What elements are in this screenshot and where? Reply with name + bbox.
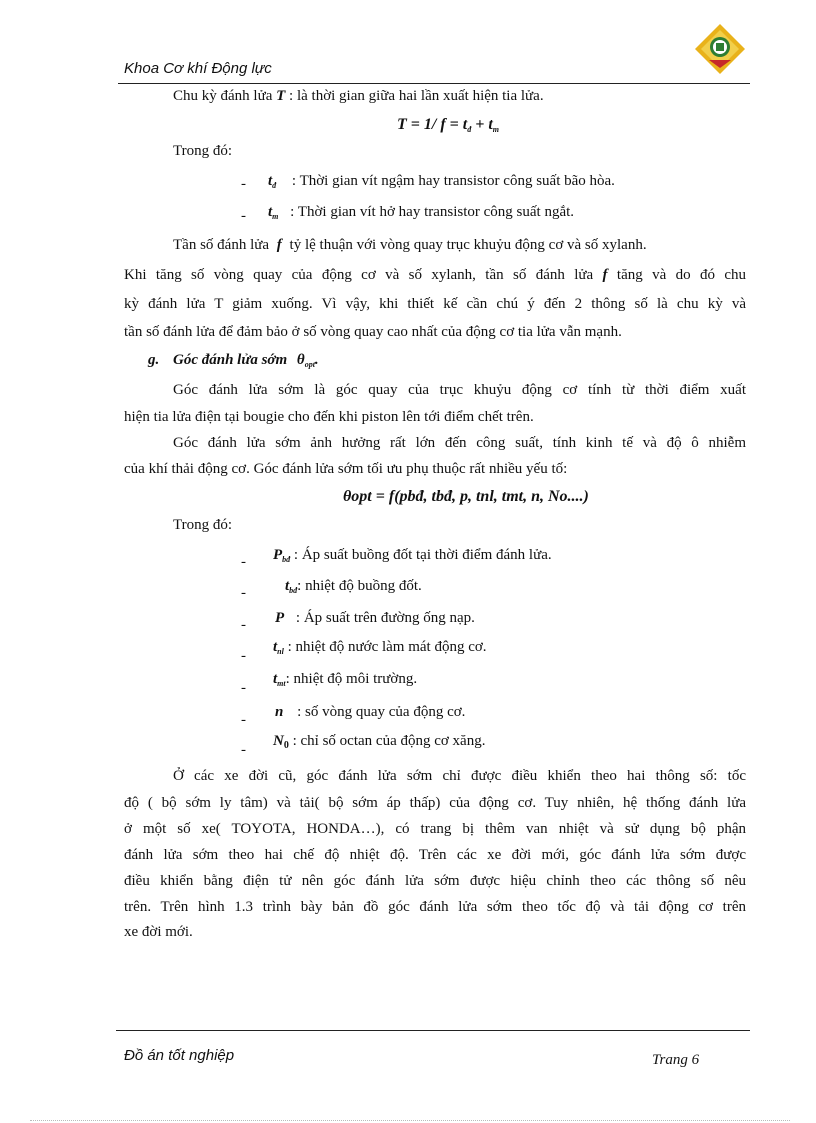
page-number: Trang 6 (652, 1052, 700, 1068)
header-title: Khoa Cơ khí Động lực (124, 60, 272, 77)
def-t-bd: $t_{bđ}$: nhiệt độ buồng đốt. (285, 578, 422, 595)
list-bullet: - (241, 585, 246, 601)
para4-line5: điều khiển bằng điện tử nên góc đánh lửa sớm được hiệu chỉnh theo các thông số nêu (124, 873, 746, 889)
para2-line2: hiện tia lửa điện tại bougie cho đến khi piston lên tới điểm chết trên. (124, 409, 534, 425)
def-t-m: $t_m$ : Thời gian vít hở hay transistor công suất ngắt. (268, 204, 575, 221)
para3-line1: Góc đánh lửa sớm ảnh hưởng rất lớn đến công suất, tính kinh tế và độ ô nhiễm (173, 435, 746, 451)
list-bullet: - (241, 648, 246, 664)
para2-line1: Góc đánh lửa sớm là góc quay của trục khuỷu động cơ tính từ thời điểm xuất (173, 382, 746, 398)
def-p: P : Áp suất trên đường ống nạp. (275, 610, 475, 626)
list-bullet: - (241, 712, 246, 728)
para1-line1: Tần số đánh lửa f tỷ lệ thuận với vòng quay trục khuỷu động cơ và số xylanh. (173, 237, 647, 253)
para4-line1: Ở các xe đời cũ, góc đánh lửa sớm chỉ được điều khiển theo hai thông số: tốc (173, 768, 746, 784)
para3-line2: của khí thải động cơ. Góc đánh lửa sớm tối ưu phụ thuộc rất nhiều yếu tố: (124, 461, 568, 477)
def-p-bd: $P_{bđ}$ : Áp suất buồng đốt tại thời điểm đánh lửa. (273, 547, 552, 564)
para4-line7: xe đời mới. (124, 924, 193, 940)
para4-line3: ở một số xe( TOYOTA, HONDA…), có trang bị thêm van nhiệt và sử dụng bộ phận (124, 821, 746, 837)
list-bullet: - (241, 176, 246, 192)
def-t-mt: $t_{mt}$: nhiệt độ môi trường. (273, 671, 418, 688)
formula-period: T = 1/ $f = t_đ + t_m$ (397, 116, 500, 134)
page-edge (30, 1120, 790, 1121)
def-n0: $N_0$ : chỉ số octan của động cơ xăng. (273, 733, 486, 751)
def-n: n : số vòng quay của động cơ. (275, 704, 466, 720)
section-g-heading: g. Góc đánh lửa sớm $\theta_{opt}$. (148, 352, 319, 369)
list-bullet: - (241, 208, 246, 224)
para4-line4: đánh lửa sớm theo hai chế độ nhiệt độ. Trên các xe đời mới, góc đánh lửa sớm được (124, 847, 746, 863)
para1-line2: Khi tăng số vòng quay của động cơ và số xylanh, tần số đánh lửa f tăng và do đó chu (124, 267, 747, 283)
trong-do-label: Trong đó: (173, 143, 233, 159)
list-bullet: - (241, 617, 246, 633)
def-t-d: $t_đ$ : Thời gian vít ngậm hay transistor công suất bão hòa. (268, 173, 615, 190)
list-bullet: - (241, 680, 246, 696)
list-bullet: - (241, 554, 246, 570)
def-t-nl: $t_{nl}$ : nhiệt độ nước làm mát động cơ. (273, 639, 487, 656)
intro-line: Chu kỳ đánh lửa T : là thời gian giữa hai lần xuất hiện tia lửa. (173, 88, 544, 104)
footer-divider (116, 1030, 750, 1031)
para1-line3: kỳ đánh lửa T giảm xuống. Vì vậy, khi thiết kế cần chú ý đến 2 thông số là chu kỳ và (124, 296, 746, 312)
list-bullet: - (241, 742, 246, 758)
para4-line2: độ ( bộ sớm ly tâm) và tải( bộ sớm áp thấp) của động cơ. Tuy nhiên, hệ thống đánh lửa (124, 795, 746, 811)
footer-left: Đồ án tốt nghiệp (124, 1047, 235, 1064)
trong-do-label-2: Trong đó: (173, 517, 233, 533)
para4-line6: trên. Trên hình 1.3 trình bày bản đồ góc đánh lửa sớm theo tốc độ và tải động cơ trên (124, 899, 746, 915)
formula-advance-angle: θopt = f(pbđ, tbđ, p, tnl, tmt, n, No....) (343, 488, 589, 505)
header-divider (118, 83, 750, 84)
institution-logo-icon (693, 22, 747, 76)
para1-line4: tần số đánh lửa để đảm bảo ở số vòng quay cao nhất của động cơ tia lửa vẫn mạnh. (124, 324, 622, 340)
